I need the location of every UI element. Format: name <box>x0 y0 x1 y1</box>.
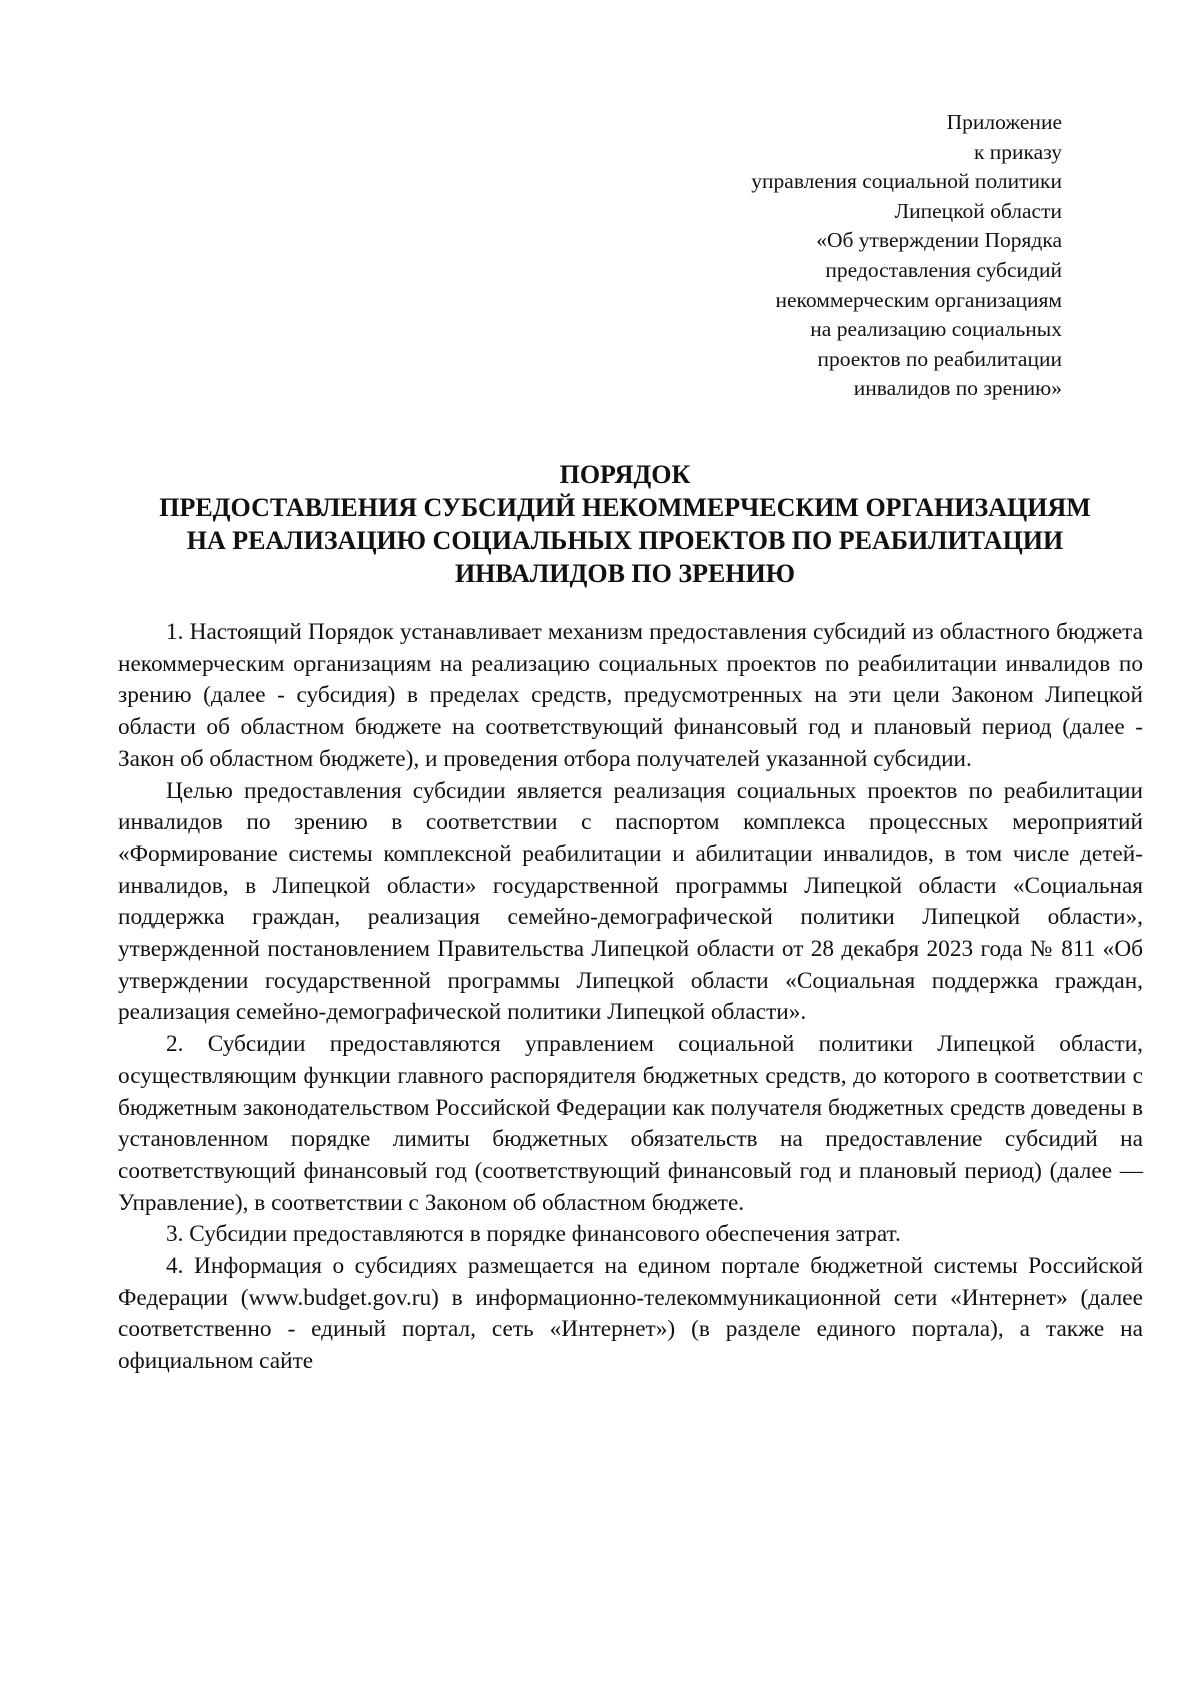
appendix-line: управления социальной политики <box>751 169 1062 194</box>
appendix-line: проектов по реабилитации <box>817 346 1062 371</box>
appendix-line: предоставления субсидий <box>825 257 1062 282</box>
paragraph-2: 2. Субсидии предоставляются управлением социальной политики Липецкой области, осуществляющим функции главного распорядителя бюджетных средств, до которого в соответствии с бюджетным законодательством Российской Федерации как получателя бюджетных средств доведены в установленном порядке лимиты бюджетных обязательств на предоставление субсидий на соответствующий финансовый год (соответствующий финансовый год и плановый период) (далее — Управление), в соответствии с Законом об областном бюджете. <box>118 1031 1143 1216</box>
appendix-line: инвалидов по зрению» <box>853 376 1062 401</box>
paragraph-3: 3. Субсидии предоставляются в порядке финансового обеспечения затрат. <box>166 1221 901 1248</box>
appendix-line: «Об утверждении Порядка <box>816 228 1062 253</box>
appendix-line: Приложение <box>946 110 1062 134</box>
title-line: ИНВАЛИДОВ ПО ЗРЕНИЮ <box>454 559 796 588</box>
appendix-line: Липецкой области <box>894 198 1062 223</box>
title-line: ПОРЯДОК <box>559 460 691 489</box>
appendix-line: некоммерческим организациям <box>775 287 1062 312</box>
appendix-header <box>542 108 1062 404</box>
paragraph-goal: Целью предоставления субсидии является реализация социальных проектов по реабилитации инвалидов по зрению в соответствии с паспортом комплекса процессных мероприятий «Формирование системы комплексной реабилитации и абилитации инвалидов, в том числе детей-инвалидов, в Липецкой области» государственной программы Липецкой области «Социальная поддержка граждан, реализация семейно-демографической политики Липецкой области», утвержденной постановлением Правительства Липецкой области от 28 декабря 2023 года № 811 «Об утверждении государственной программы Липецкой области «Социальная поддержка граждан, реализация семейно-демографической политики Липецкой области». <box>118 777 1143 1026</box>
document-title <box>110 458 1140 590</box>
document-body <box>118 617 1143 1378</box>
appendix-line: к приказу <box>973 139 1062 164</box>
title-line: НА РЕАЛИЗАЦИЮ СОЦИАЛЬНЫХ ПРОЕКТОВ ПО РЕАБИЛИТАЦИИ <box>186 526 1064 555</box>
title-line: ПРЕДОСТАВЛЕНИЯ СУБСИДИЙ НЕКОММЕРЧЕСКИМ ОРГАНИЗАЦИЯМ <box>159 493 1091 522</box>
paragraph-4: 4. Информация о субсидиях размещается на едином портале бюджетной системы Российской Федерации (www.budget.gov.ru) в информационно-телекоммуникационной сети «Интернет» (далее соответственно - единый портал, сеть «Интернет») (в разделе единого портала), а также на официальном сайте <box>118 1253 1143 1375</box>
appendix-line: на реализацию социальных <box>810 317 1062 342</box>
paragraph-1: 1. Настоящий Порядок устанавливает механизм предоставления субсидий из областного бюджета некоммерческим организациям на реализацию социальных проектов по реабилитации инвалидов по зрению (далее - субсидия) в пределах средств, предусмотренных на эти цели Законом Липецкой области об областном бюджете на соответствующий финансовый год и плановый период (далее - Закон об областном бюджете), и проведения отбора получателей указанной субсидии. <box>118 619 1143 772</box>
